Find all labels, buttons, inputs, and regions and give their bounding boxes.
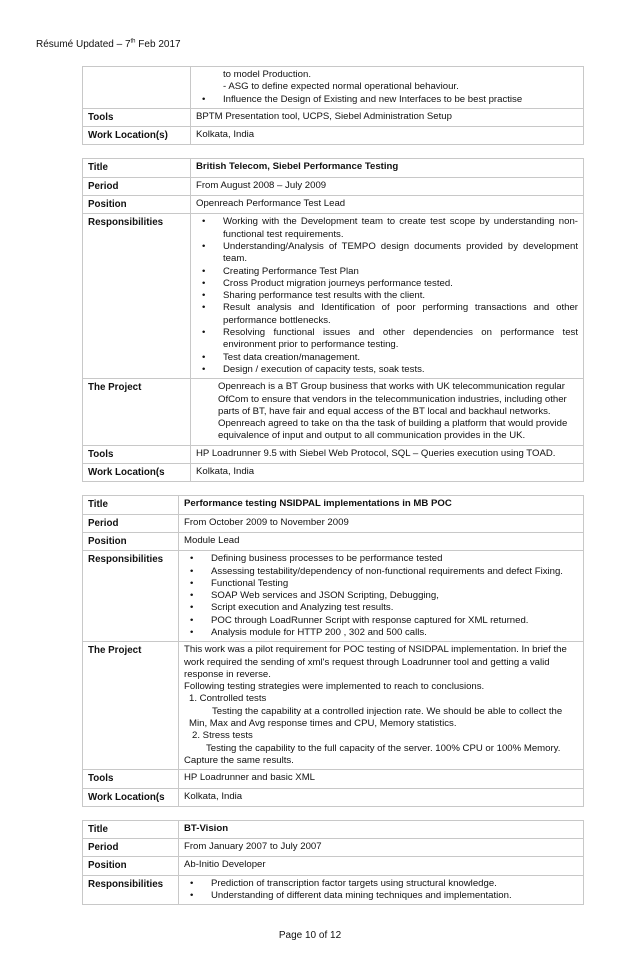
strategy-desc: Testing the capability at a controlled injection rate. We should be able to collect the <box>212 705 563 717</box>
table-row <box>83 788 584 806</box>
header-suffix: Feb 2017 <box>135 39 181 50</box>
list-item: • Understanding of different data mining techniques and implementation. <box>184 890 578 902</box>
table-row <box>83 196 584 214</box>
list-item: • Defining business processes to be performance tested <box>184 553 578 565</box>
strategy-title: 1. Controlled tests <box>189 693 267 705</box>
row-label: Period <box>83 514 179 532</box>
text-line: to model Production. <box>223 69 311 80</box>
strategy-desc: Testing the capability to the full capacity of the server. 100% CPU or 100% Memory. <box>206 742 561 754</box>
location-value: Kolkata, India <box>191 464 584 482</box>
row-label: Title <box>83 820 179 838</box>
table-row <box>83 496 584 514</box>
header-text: Résumé Updated – 7 <box>36 39 131 50</box>
list-item: • Understanding/Analysis of TEMPO design documents provided by development team. <box>196 241 578 266</box>
responsibilities-cell <box>179 551 584 642</box>
project-description: Openreach is a BT Group business that works with UK telecommunication regular OfCom to ensure that vendors in the telecommunication industries, including other parts of BT, have fair and equal access of the BT local and backhaul networks. Openreach agreed to take on tha the task of building a platform that would provide equivalence of input and output to all communication provides in the UK. <box>218 381 568 442</box>
list-item: • Working with the Development team to create test scope by understanding non-functional test requirements. <box>196 216 578 241</box>
title-value: British Telecom, Siebel Performance Testing <box>191 159 584 177</box>
list-item: • Creating Performance Test Plan <box>196 266 578 278</box>
table-row <box>83 839 584 857</box>
tools-value: HP Loadrunner and basic XML <box>179 770 584 788</box>
project-strategies: Following testing strategies were implemented to reach to conclusions. <box>184 681 485 693</box>
table-row <box>83 214 584 379</box>
table-row <box>83 642 584 770</box>
responsibilities-cell <box>191 214 584 379</box>
row-label: Tools <box>83 445 191 463</box>
header-sup: th <box>130 38 136 45</box>
list-item: • Test data creation/management. <box>196 352 578 364</box>
row-label: Work Location(s <box>83 788 179 806</box>
list-item: • Result analysis and Identification of poor performing transactions and other performance bottlenecks. <box>196 302 578 327</box>
row-label: Tools <box>83 108 191 126</box>
project-intro: This work was a pilot requirement for POC testing of NSIDPAL implementation. In brief the work required the sending of xml's request through Loadrunner tool and getting a valid response in reverse. <box>184 644 567 680</box>
table-row <box>83 875 584 905</box>
list-item: • Influence the Design of Existing and new Interfaces to be best practise <box>196 94 578 106</box>
location-value: Kolkata, India <box>179 788 584 806</box>
tools-value: BPTM Presentation tool, UCPS, Siebel Administration Setup <box>191 108 584 126</box>
table-row <box>83 514 584 532</box>
page-number: Page 10 of 12 <box>278 930 342 942</box>
row-label: Position <box>83 196 191 214</box>
strategy-desc: Capture the same results. <box>184 754 294 766</box>
position-value: Ab-Initio Developer <box>179 857 584 875</box>
table-row <box>83 67 584 109</box>
list-item: • Sharing performance test results with the client. <box>196 290 578 302</box>
row-label: Work Location(s) <box>83 127 191 145</box>
strategy-title: 2. Stress tests <box>192 730 253 742</box>
project-table-nsidpal <box>82 495 584 807</box>
row-label: Title <box>83 159 191 177</box>
table-row <box>83 177 584 195</box>
table-row <box>83 464 584 482</box>
continuation-cell <box>191 67 584 109</box>
row-label: Work Location(s <box>83 464 191 482</box>
table-row <box>83 532 584 550</box>
position-value: Module Lead <box>179 532 584 550</box>
list-item: • Functional Testing <box>184 578 578 590</box>
row-label: Position <box>83 857 179 875</box>
row-label: Position <box>83 532 179 550</box>
table-row <box>83 379 584 445</box>
row-label: Period <box>83 839 179 857</box>
table-row <box>83 820 584 838</box>
title-value: BT-Vision <box>179 820 584 838</box>
period-value: From August 2008 – July 2009 <box>191 177 584 195</box>
period-value: From January 2007 to July 2007 <box>179 839 584 857</box>
period-value: From October 2009 to November 2009 <box>179 514 584 532</box>
row-label: Title <box>83 496 179 514</box>
project-cell <box>179 642 584 770</box>
list-item: • Resolving functional issues and other dependencies on performance test environment prior to performance testing. <box>196 327 578 352</box>
table-row <box>83 857 584 875</box>
project-table-bt-siebel <box>82 158 584 482</box>
row-label: Tools <box>83 770 179 788</box>
row-label: Period <box>83 177 191 195</box>
list-item: • Script execution and Analyzing test results. <box>184 602 578 614</box>
project-table-continued <box>82 66 584 145</box>
row-label: The Project <box>83 379 191 445</box>
row-label: Responsibilities <box>83 551 179 642</box>
list-item: • Cross Product migration journeys performance tested. <box>196 278 578 290</box>
row-label: Responsibilities <box>83 875 179 905</box>
responsibilities-cell <box>179 875 584 905</box>
list-item: • Design / execution of capacity tests, soak tests. <box>196 364 578 376</box>
row-label: The Project <box>83 642 179 770</box>
table-row <box>83 551 584 642</box>
tools-value: HP Loadrunner 9.5 with Siebel Web Protocol, SQL – Queries execution using TOAD. <box>191 445 584 463</box>
row-label: Responsibilities <box>83 214 191 379</box>
list-item: • Prediction of transcription factor targets using structural knowledge. <box>184 878 578 890</box>
position-value: Openreach Performance Test Lead <box>191 196 584 214</box>
text-line: - ASG to define expected normal operational behaviour. <box>223 81 459 93</box>
table-row <box>83 159 584 177</box>
title-value: Performance testing NSIDPAL implementations in MB POC <box>179 496 584 514</box>
page-header <box>36 38 584 52</box>
empty-label-cell <box>83 67 191 109</box>
table-row <box>83 127 584 145</box>
list-item: • Analysis module for HTTP 200 , 302 and 500 calls. <box>184 627 578 639</box>
location-value: Kolkata, India <box>191 127 584 145</box>
table-row <box>83 445 584 463</box>
table-row <box>83 770 584 788</box>
table-row <box>83 108 584 126</box>
list-item: • Assessing testability/dependency of non-functional requirements and defect Fixing. <box>184 566 578 578</box>
list-item: • SOAP Web services and JSON Scripting, Debugging, <box>184 590 578 602</box>
strategy-desc: Min, Max and Avg response times and CPU, Memory statistics. <box>189 718 457 730</box>
list-item: • POC through LoadRunner Script with response captured for XML returned. <box>184 615 578 627</box>
project-table-bt-vision <box>82 820 584 905</box>
